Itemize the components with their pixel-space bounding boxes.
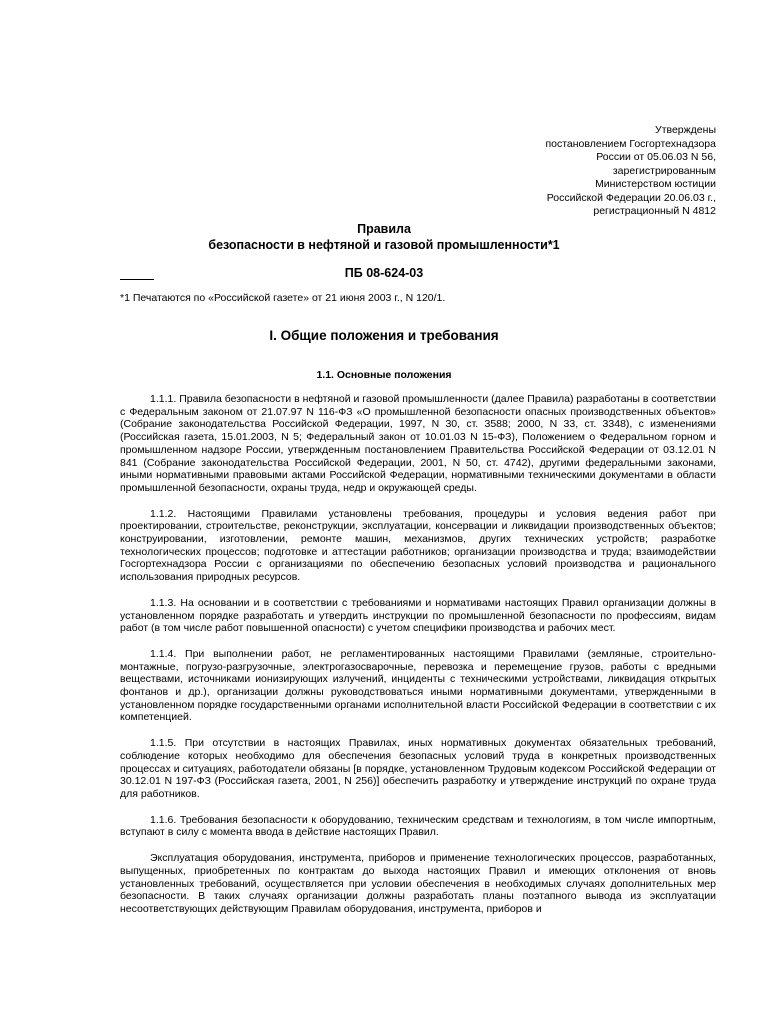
paragraph: 1.1.1. Правила безопасности в нефтяной и газовой промышленности (далее Правила) разработаны в соответствии с Федеральным законом от 21.07.97 N 116-ФЗ «О промышленной безопасности опасных производственных объектов» (Собрание законодательства Российской Федерации, 1997, N 30, ст. 3588; 2000, N 33, ст. 3348), с изменениями (Российская газета, 15.01.2003, N 5; Федеральный закон от 10.01.03 N 15-ФЗ), Положением о Федеральном горном и промышленном надзоре России, утвержденным постановлением Правительства Российской Федерации от 03.12.01 N 841 (Собрание законодательства Российской Федерации, 2001, N 50, ст. 4742), другими федеральными законами, иными нормативными правовыми актами Российской Федерации, нормативными техническими документами в области промышленной безопасности, охраны труда, недр и окружающей среды.	[120, 393, 716, 494]
approval-line: Российской Федерации 20.06.03 г.,	[546, 191, 716, 204]
body-text	[120, 393, 716, 929]
approval-line: регистрационный N 4812	[593, 205, 716, 217]
approval-block	[456, 124, 716, 219]
approval-line: Утверждены	[655, 124, 716, 136]
subsection-title: 1.1. Основные положения	[316, 369, 452, 381]
approval-line: России от 05.06.03 N 56,	[596, 151, 716, 163]
paragraph: 1.1.2. Настоящими Правилами установлены требования, процедуры и условия ведения работ при проектировании, строительстве, реконструкции, эксплуатации, консервации и ликвидации производственных объектов; конструировании, изготовлении, ремонте машин, механизмов, других технических устройств; разработке технологических процессов; подготовке и аттестации работников; организации производства и труда; взаимодействии Госгортехнадзора России с организациями по обеспечению безопасных условий производства и рационального использования природных ресурсов.	[120, 507, 716, 584]
approval-line: Министерством юстиции	[595, 178, 716, 190]
approval-line: постановлением Госгортехнадзора	[545, 137, 716, 150]
paragraph: 1.1.4. При выполнении работ, не регламентированных настоящими Правилами (земляные, строительно-монтажные, погрузо-разгрузочные, электрогазосварочные, перевозка и перемещение грузов, работы с вредными веществами, источниками ионизирующих излучений, инциденты с техническими устройствами, ликвидация открытых фонтанов и др.), организации должны руководствоваться иными нормативными документами, утвержденными в установленном порядке государственными органами исполнительной власти Российской Федерации в соответствии с их компетенцией.	[120, 647, 716, 724]
section-title: I. Общие положения и требования	[269, 328, 499, 343]
document-subtitle: безопасности в нефтяной и газовой промышленности*1	[208, 238, 560, 252]
footnote-divider	[120, 279, 154, 280]
paragraph: Эксплуатация оборудования, инструмента, приборов и применение технологических процессов, разработанных, выпущенных, приобретенных по контрактам до выхода настоящих Правил и имеющих отклонения от вновь установленных требований, осуществляется при условии обеспечения в необходимых случаях дополнительных мер безопасности. В таких случаях организации должны разработать планы поэтапного вывода из эксплуатации несоответствующих действующим Правилам оборудования, инструмента, приборов и	[120, 852, 716, 915]
approval-line: зарегистрированным	[612, 164, 716, 177]
document-code: ПБ 08-624-03	[344, 266, 424, 280]
paragraph: 1.1.3. На основании и в соответствии с требованиями и нормативами настоящих Правил организации должны в установленном порядке разработать и утвердить инструкции по промышленной безопасности по профессиям, видам работ (в том числе работ повышенной опасности) с учетом специфики производства и рабочих мест.	[120, 596, 716, 635]
footnote: *1 Печатаются по «Российской газете» от 21 июня 2003 г., N 120/1.	[120, 292, 446, 304]
document-title: Правила	[357, 222, 411, 236]
paragraph: 1.1.5. При отсутствии в настоящих Правилах, иных нормативных документах обязательных требований, соблюдение которых необходимо для обеспечения безопасных условий труда в конкретных производственных процессах и ситуациях, работодатели обязаны [в порядке, установленном Трудовым кодексом Российской Федерации от 30.12.01 N 197-ФЗ (Российская газета, 2001, N 256)] обеспечить разработку и утверждение инструкций по охране труда для работников.	[120, 737, 716, 800]
paragraph: 1.1.6. Требования безопасности к оборудованию, техническим средствам и технологиям, в том числе импортным, вступают в силу с момента ввода в действие настоящих Правил.	[120, 813, 716, 839]
